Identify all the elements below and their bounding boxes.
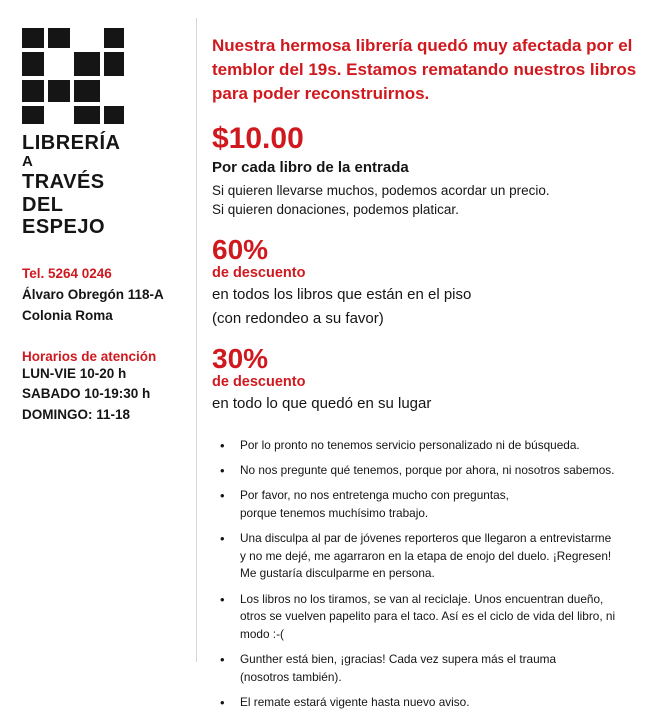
list-item: • Gunther está bien, ¡gracias! Cada vez supera más el trauma (nosotros también). — [212, 651, 650, 686]
address-line-1: Álvaro Obregón 118-A — [22, 287, 164, 303]
list-item: • Una disculpa al par de jóvenes reporteros que llegaron a entrevistarme y no me dejé, me agarraron en la etapa de enojo del duelo. ¡Regresen! Me gustaría disculparme en persona. — [212, 530, 650, 582]
hours-title: Horarios de atención — [22, 349, 157, 365]
logo-line-1: LIBRERÍA — [22, 132, 121, 154]
list-item: • El remate estará vigente hasta nuevo aviso. — [212, 694, 650, 711]
hours-line-sunday: DOMINGO: 11-18 — [22, 406, 131, 422]
offer-30 — [212, 342, 650, 415]
price-amount: $10.00 — [212, 122, 304, 156]
logo-line-2: A — [22, 153, 34, 171]
price-note-2: Si quieren donaciones, podemos platicar. — [212, 202, 459, 218]
offer-60-percent: 60% — [212, 234, 269, 265]
logo-line-4: DEL — [22, 193, 64, 216]
contact-block — [22, 264, 182, 327]
offer-30-label: de descuento — [212, 373, 306, 390]
price-subtitle: Por cada libro de la entrada — [212, 159, 409, 177]
list-item: • Los libros no los tiramos, se van al reciclaje. Unos encuentran dueño, otros se vuelven papelito para el taco. Así es el ciclo de vida del libro, ni modo :-( — [212, 591, 650, 643]
hours-line-weekday: LUN-VIE 10-20 h — [22, 366, 127, 382]
left-column — [22, 28, 182, 425]
logo-line-5: ESPEJO — [22, 215, 106, 238]
offer-60-detail-2: (con redondeo a su favor) — [212, 309, 384, 327]
logo-wordmark — [22, 132, 182, 238]
list-item: • Por favor, no nos entretenga mucho con preguntas, porque tenemos muchísimo trabajo. — [212, 487, 650, 522]
offer-60-label: de descuento — [212, 265, 306, 281]
column-divider — [196, 18, 197, 662]
price-note-1: Si quieren llevarse muchos, podemos acordar un precio. — [212, 182, 550, 198]
offer-30-percent: 30% — [212, 342, 269, 374]
address-line-2: Colonia Roma — [22, 308, 113, 324]
list-item: • No nos pregunte qué tenemos, porque por ahora, ni nosotros sabemos. — [212, 462, 650, 479]
right-column — [212, 34, 650, 727]
logo-line-3: TRAVÉS — [22, 171, 105, 194]
offer-60-detail-1: en todos los libros que están en el piso — [212, 286, 472, 304]
notes-list — [212, 437, 650, 712]
offer-30-detail-1: en todo lo que quedó en su lugar — [212, 395, 432, 413]
phone-number: Tel. 5264 0246 — [22, 266, 112, 282]
hours-line-saturday: SABADO 10-19:30 h — [22, 386, 151, 402]
headline: Nuestra hermosa librería quedó muy afectada por el temblor del 19s. Estamos rematando nuestros libros para poder reconstruirnos. — [212, 36, 637, 104]
offer-60 — [212, 236, 650, 329]
list-item: • Por lo pronto no tenemos servicio personalizado ni de búsqueda. — [212, 437, 650, 454]
bookshelf-logo-icon — [22, 28, 130, 120]
